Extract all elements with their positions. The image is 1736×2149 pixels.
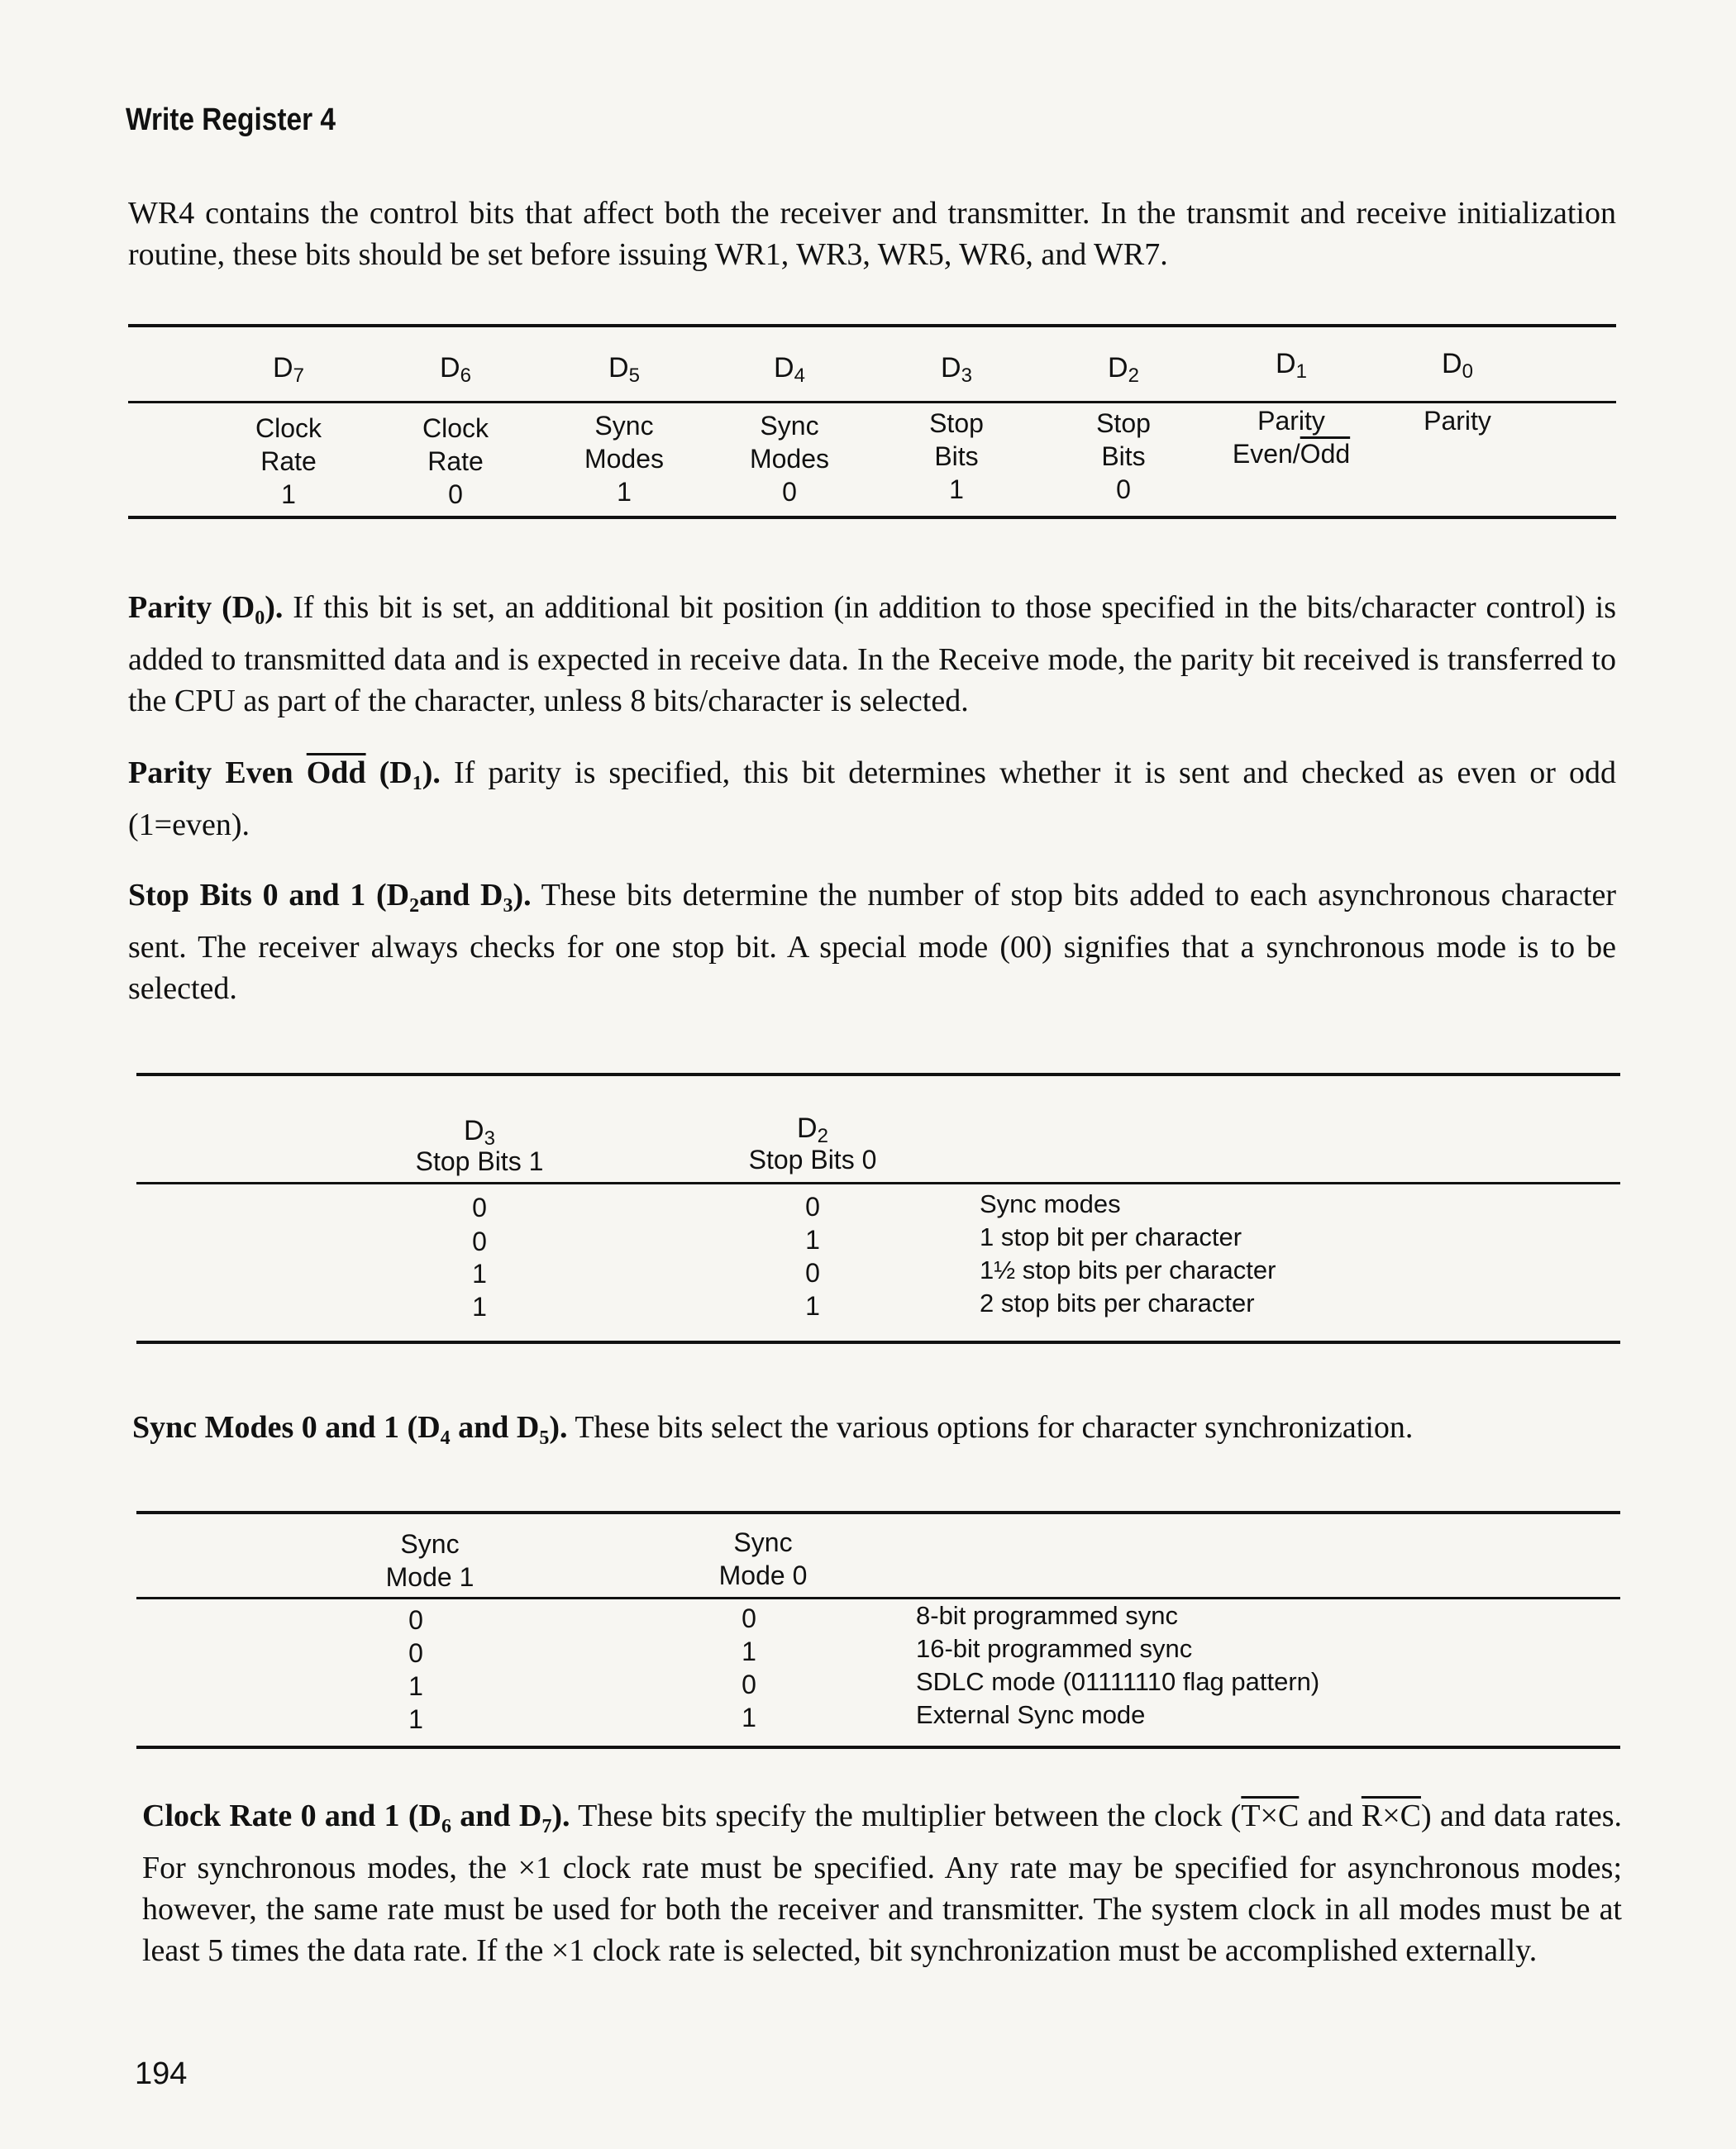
bit-header [239,351,338,393]
stop-bits-paragraph [128,874,1616,1009]
bit-label-line1: Clock [422,413,489,443]
parity-even-body: If parity is specified, this bit determines whether it is sent and checked as even or odd (1=even). [128,755,1616,842]
stop-col2-index: 2 [817,1125,828,1147]
sync-col2-line1: Sync [733,1527,793,1557]
bit-label-line1: Stop [1096,408,1151,438]
bit-label-line1: Sync [760,411,819,441]
bit-index: 7 [293,365,304,387]
stop-description: 1½ stop bits per character [980,1256,1276,1284]
clock-rate-body-b: ) and data rates. For synchronous modes, the ×1 clock rate must be specified. Any rate may be specified for asynchronous modes; however, the same rate must be used for both the receiver and transmitter. The system clock in all modes must be at least 5 times the data rate. If the ×1 clock rate is selected, bit synchronization must be accomplished externally. [142,1799,1622,1968]
intro-paragraph: WR4 contains the control bits that affect both the receiver and transmitter. In the transmit and receive initialization routine, these bits should be set before issuing WR1, WR3, WR5, WR6, and WR7. [128,196,1616,272]
table-rule-header [128,401,1616,403]
parity-even-title [128,755,441,794]
clock-rate-title [142,1799,570,1837]
bit-label-line2: Modes [584,444,665,474]
stop-col2-label: Stop Bits 0 [748,1145,877,1175]
sync-modes-sub-b: 5 [539,1427,550,1449]
clock-rate-paragraph [142,1795,1622,1971]
stop-bits-0-value: 1 [805,1225,820,1255]
sync-mode-0-value: 1 [742,1637,756,1666]
bit-label-line1: Stop [929,408,984,438]
sync-description: SDLC mode (01111110 flag pattern) [916,1667,1320,1696]
parity-even-paragraph [128,752,1616,846]
stop-table-rule-bottom [136,1341,1620,1344]
bit-label-line2 [1200,437,1382,470]
sync-table-rule-header [136,1597,1620,1599]
stop-table-rule-header [136,1182,1620,1184]
parity-title-text: Parity (D [128,590,255,625]
bit-index: 3 [961,365,972,387]
rxc-signal: R×C [1361,1799,1421,1833]
bit-value: 1 [949,474,964,504]
sync-mode-0-value: 0 [742,1670,756,1699]
stop-bits-1-value: 1 [472,1259,487,1289]
sync-modes-title-and: and D [450,1410,540,1445]
sync-modes-body: These bits select the various options for character synchronization. [567,1410,1414,1445]
bit-header [1074,351,1173,393]
bit-value: 0 [1116,474,1131,504]
bit-index: 5 [628,365,640,387]
parity-title [128,590,284,629]
bit-index: 1 [1295,360,1307,383]
sync-description: 8-bit programmed sync [916,1601,1179,1630]
sync-mode-1-value: 1 [408,1704,423,1734]
odd-label: $\overline{Odd}$ [1300,439,1351,469]
stop-bits-0-value: 0 [805,1192,820,1222]
bit-value: 0 [448,479,463,509]
page-number: 194 [135,2056,188,2091]
stop-bits-sub-a: 2 [409,895,420,917]
sync-mode-0-value: 0 [742,1603,756,1633]
clock-rate-body-a: These bits specify the multiplier between the clock ( [570,1799,1242,1833]
bit-index: 0 [1462,360,1473,383]
bit-letter: D [273,352,293,384]
sync-col1-line2: Mode 1 [385,1562,475,1592]
bit-letter: D [1108,352,1128,384]
sync-mode-1-value: 0 [408,1638,423,1668]
table-rule-bottom [128,516,1616,519]
clock-rate-title-and: and D [451,1799,542,1833]
sync-table-rule-top [136,1511,1620,1514]
sync-table-rule-bottom [136,1746,1620,1749]
even-label: Even/ [1232,439,1300,469]
stop-bits-0-value: 1 [805,1291,820,1321]
sync-modes-title-end: ). [549,1410,568,1445]
stop-description: 2 stop bits per character [980,1289,1255,1318]
bit-header [406,351,505,393]
bit-index: 4 [794,365,805,387]
sync-modes-title [132,1410,568,1449]
stop-bits-title-text: Stop Bits 0 and 1 (D [128,878,410,912]
bit-label-line1: Sync [594,411,654,441]
bit-value: 0 [782,477,797,507]
stop-bits-1-value: 0 [472,1227,487,1256]
stop-bits-title [128,878,532,917]
sync-modes-sub-a: 4 [440,1427,451,1449]
bit-index: 2 [1128,365,1139,387]
sync-mode-0-value: 1 [742,1703,756,1732]
clock-rate-title-text: Clock Rate 0 and 1 (D [142,1799,441,1833]
bit-value: 1 [281,479,296,509]
sync-modes-paragraph [132,1407,1620,1459]
stop-bits-1-value: 1 [472,1292,487,1322]
stop-bits-1-value: 0 [472,1193,487,1222]
stop-table-rule-top [136,1073,1620,1076]
page-title: Write Register 4 [126,102,336,137]
bit-header [740,351,839,393]
bit-index: 6 [460,365,471,387]
bit-label-line2: Rate [427,446,484,476]
txc-signal: T×C [1241,1799,1300,1833]
stop-bits-0-value: 0 [805,1258,820,1288]
parity-even-title-end: ). [422,755,441,790]
sync-description: External Sync mode [916,1700,1146,1729]
parity-body: If this bit is set, an additional bit position (in addition to those specified in the bits/character control) is added to transmitted data and is expected in receive data. In the Receive mode, the parity bit received is transferred to the CPU as part of the character, unless 8 bits/character is selected. [128,590,1617,718]
bit-label-line2: Bits [1101,441,1146,471]
bit-letter: D [774,352,794,384]
sync-col1-line1: Sync [400,1529,460,1559]
parity-even-title-d: (D [365,755,413,790]
bit-header [1408,347,1507,388]
bit-letter: D [608,352,629,384]
bit-label-line2: Bits [934,441,979,471]
bit-label-line2: Rate [260,446,317,476]
stop-col1-index: 3 [484,1127,495,1150]
parity-sub: 0 [255,608,265,629]
stop-col1-label: Stop Bits 1 [415,1146,544,1176]
parity-title-end: ). [265,590,284,625]
bit-label-line2: Modes [749,444,830,474]
stop-bits-sub-b: 3 [503,895,513,917]
stop-bits-title-and: and D [419,878,503,912]
clock-rate-and: and [1299,1799,1362,1833]
odd-overline: $\overline{Odd}$ [306,755,366,790]
bit-header [575,351,674,393]
sync-mode-1-value: 1 [408,1671,423,1701]
stop-description: Sync modes [980,1189,1121,1218]
bit-header [907,351,1006,393]
sync-modes-title-text: Sync Modes 0 and 1 (D [132,1410,441,1445]
sync-col2-line2: Mode 0 [718,1561,808,1590]
bit-letter: D [1442,348,1462,379]
bit-label-line1: Parity [1257,406,1325,436]
stop-col1-letter: D [464,1115,484,1146]
stop-bits-title-end: ). [513,878,532,912]
bit-label-line1: Parity [1424,406,1491,436]
parity-even-title-text: Parity Even [128,755,307,790]
parity-even-sub: 1 [412,773,422,794]
clock-rate-sub-b: 7 [541,1816,552,1837]
bit-label-line1: Clock [255,413,322,443]
clock-rate-sub-a: 6 [441,1816,451,1837]
stop-bits-body: These bits determine the number of stop bits added to each asynchronous character sent. The receiver always checks for one stop bit. A special mode (00) signifies that a synchronous mode is to be selected. [128,878,1616,1006]
sync-description: 16-bit programmed sync [916,1634,1193,1663]
bit-letter: D [440,352,460,384]
stop-description: 1 stop bit per character [980,1222,1242,1251]
bit-header [1242,347,1341,388]
bit-value: 1 [617,477,632,507]
bit-letter: D [1276,348,1296,379]
table-rule-top [128,324,1616,327]
sync-mode-1-value: 0 [408,1605,423,1635]
bit-letter: D [941,352,961,384]
stop-col2-letter: D [797,1113,818,1144]
parity-paragraph [128,587,1616,722]
clock-rate-title-end: ). [551,1799,570,1833]
